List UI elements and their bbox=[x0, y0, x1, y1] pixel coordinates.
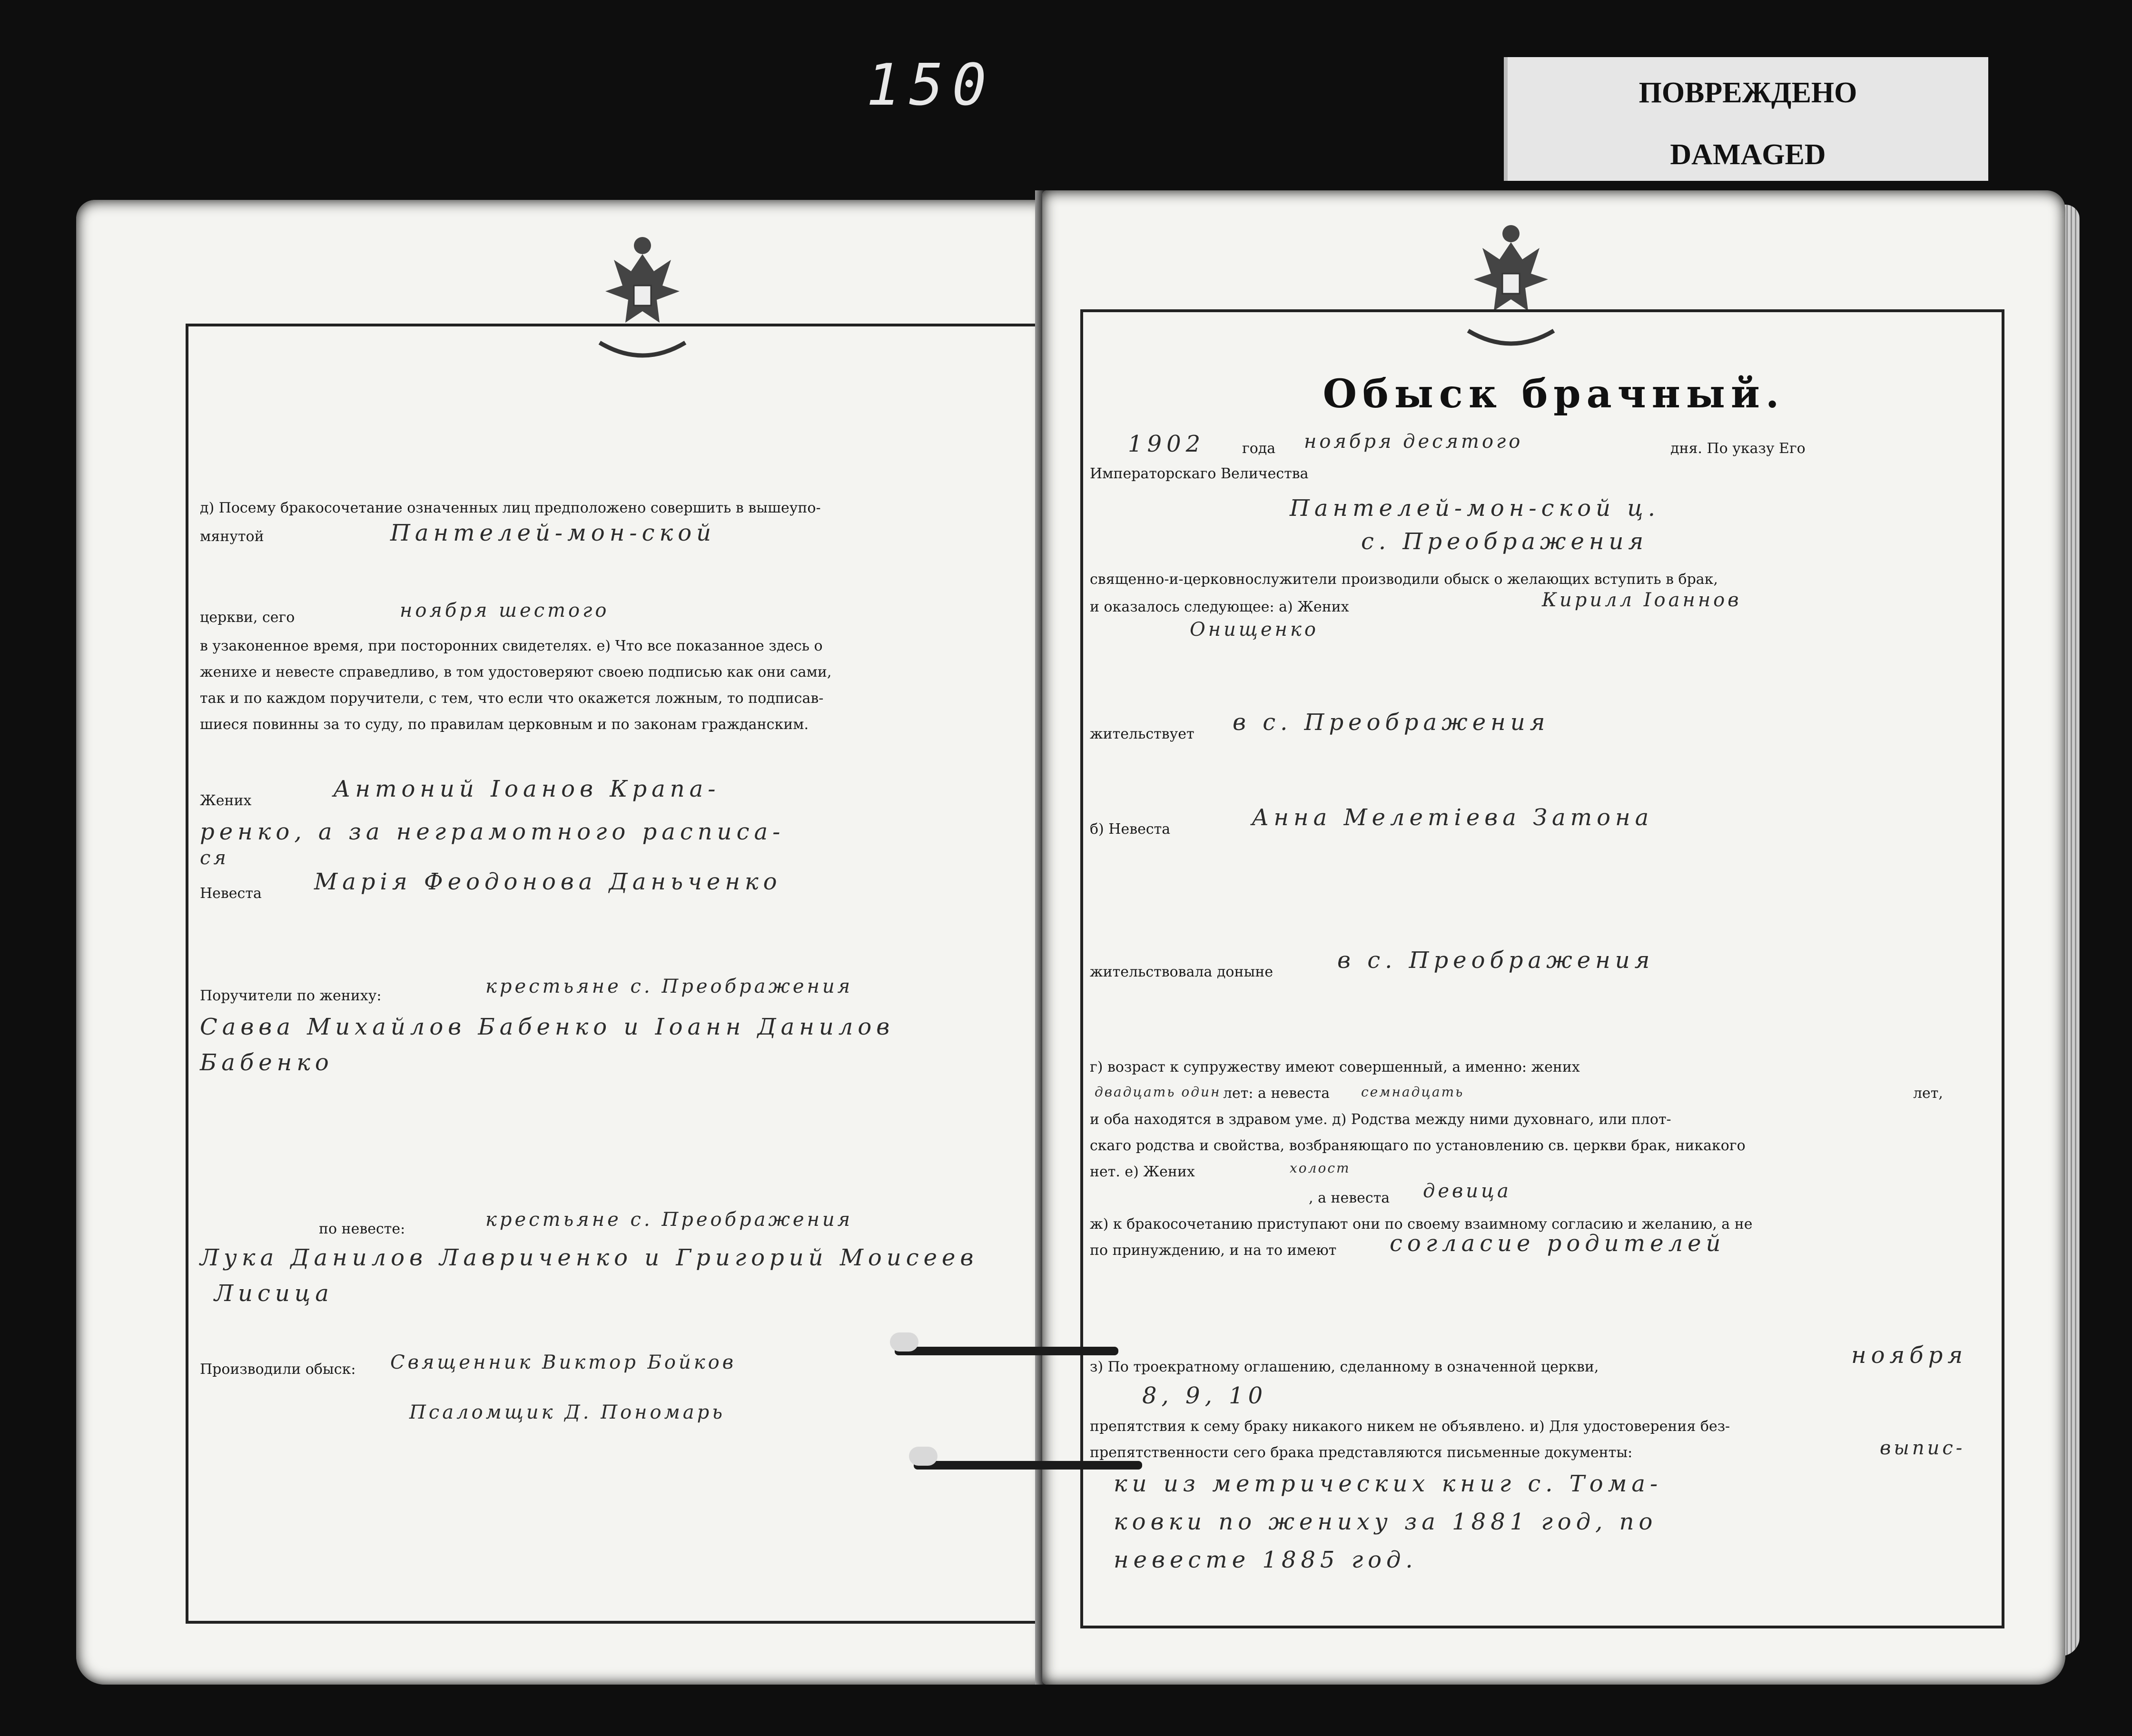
hw-groom-2: ренко, а за неграмотного расписа- bbox=[200, 819, 785, 845]
hw-docs-3: ковки по жениху за 1881 год, по bbox=[1114, 1509, 1658, 1535]
hw-groom-age: двадцать один bbox=[1095, 1084, 1221, 1100]
damage-label-en: DAMAGED bbox=[1670, 138, 1826, 171]
left-label-guar-bride: по невесте: bbox=[319, 1221, 405, 1237]
right-line-resided: жительствовала доныне bbox=[1090, 964, 1273, 980]
right-line-year: года bbox=[1242, 440, 1276, 457]
left-page bbox=[76, 200, 1047, 1685]
damage-label bbox=[1504, 57, 1988, 181]
hw-church-1: Пантелей-мон-ской ц. bbox=[1290, 495, 1660, 522]
hw-docs-4: невесте 1885 год. bbox=[1114, 1547, 1418, 1573]
left-line-groom-bride: женихе и невесте справедливо, в том удостоверяют своею подписью как они сами, bbox=[200, 664, 832, 681]
hw-month-day: ноября десятого bbox=[1304, 431, 1523, 453]
right-line-age: г) возраст к супружеству имеют совершенный, а именно: жених bbox=[1090, 1059, 1580, 1075]
hw-bride: Анна Мелетіева Затона bbox=[1252, 804, 1654, 831]
right-line-documents: препятственности сего брака представляются письменные документы: bbox=[1090, 1444, 1633, 1461]
frame-number: 150 bbox=[866, 52, 995, 118]
hw-bride-state: девица bbox=[1423, 1180, 1511, 1202]
right-line-decree: дня. По указу Его bbox=[1670, 440, 1806, 457]
left-label-groom: Жених bbox=[200, 792, 252, 809]
hw-church-name: Пантелей-мон-ской bbox=[390, 520, 716, 546]
left-line-church: церкви, сего bbox=[200, 609, 295, 626]
right-line-bride: б) Невеста bbox=[1090, 821, 1171, 838]
right-line-consent: ж) к бракосочетанию приступают они по своему взаимному согласию и желанию, а не bbox=[1090, 1216, 1753, 1233]
hw-groom-2: Онищенко bbox=[1190, 619, 1319, 641]
left-page-border bbox=[186, 324, 1076, 1624]
hw-church-2: с. Преображения bbox=[1361, 528, 1648, 555]
hw-guar-bride-3: Лисица bbox=[214, 1280, 334, 1307]
hw-guar-groom-2: Савва Михайлов Бабенко и Іоанн Данилов bbox=[200, 1014, 895, 1040]
right-line-groom-state: нет. е) Жених bbox=[1090, 1164, 1195, 1180]
binding-thread-top bbox=[895, 1347, 1118, 1355]
right-line-kinship: скаго родства и свойства, возбраняющаго по установлению св. церкви брак, никакого bbox=[1090, 1137, 1746, 1154]
hw-bride-residence: в с. Преображения bbox=[1337, 947, 1655, 974]
right-line-banns: з) По троекратному оглашению, сделанному в означенной церкви, bbox=[1090, 1359, 1599, 1375]
right-line-years: лет, bbox=[1913, 1085, 1943, 1102]
right-line-bride-state: , а невеста bbox=[1309, 1190, 1390, 1206]
hw-year: 1902 bbox=[1128, 431, 1205, 457]
left-line-liable: шиеся повинны за то суду, по правилам церковным и по законам гражданским. bbox=[200, 716, 809, 733]
hw-groom-1: Антоний Іоанов Крапа- bbox=[333, 776, 721, 802]
hw-banns-month: ноября bbox=[1851, 1342, 1968, 1369]
hw-bride-age: семнадцать bbox=[1361, 1084, 1464, 1100]
hw-groom-1: Кирилл Іоаннов bbox=[1542, 589, 1742, 611]
left-label-bride: Невеста bbox=[200, 885, 262, 902]
thread-knot-top bbox=[890, 1332, 918, 1351]
hw-guar-bride-2: Лука Данилов Лавриченко и Григорий Моисеев bbox=[200, 1244, 978, 1271]
hw-groom-residence: в с. Преображения bbox=[1233, 709, 1550, 736]
right-line-no-obstacle: препятствия к сему браку никакого никем не объявлено. и) Для удостоверения без- bbox=[1090, 1418, 1730, 1435]
hw-consent: согласие родителей bbox=[1390, 1230, 1726, 1257]
thread-knot-bottom bbox=[909, 1447, 938, 1466]
right-page bbox=[1042, 190, 2065, 1685]
right-line-majesty: Императорскаго Величества bbox=[1090, 465, 1309, 482]
left-line-guarantors: так и по каждом поручители, с тем, что если что окажется ложным, то подписав- bbox=[200, 690, 824, 707]
right-line-sound-mind: и оба находятся в здравом уме. д) Родства между ними духовнаго, или плот- bbox=[1090, 1111, 1671, 1128]
hw-priest: Священник Виктор Бойков bbox=[390, 1351, 737, 1373]
hw-bride: Марія Феодонова Даньченко bbox=[314, 868, 782, 895]
right-line-years-bride: лет: а невеста bbox=[1223, 1085, 1330, 1102]
left-line-e: в узаконенное время, при посторонних свидетелях. е) Что все показанное здесь о bbox=[200, 638, 823, 654]
hw-docs-1: выпис- bbox=[1880, 1437, 1965, 1459]
left-line-d: д) Посему бракосочетание означенных лиц предположено совершить в вышеупо- bbox=[200, 500, 821, 516]
left-line-mentioned: мянутой bbox=[200, 528, 264, 545]
hw-guar-groom-3: Бабенко bbox=[200, 1049, 334, 1076]
document-title: Обыск брачный. bbox=[1323, 371, 1785, 417]
right-line-have: по принуждению, и на то имеют bbox=[1090, 1242, 1337, 1259]
hw-banns-days: 8, 9, 10 bbox=[1142, 1382, 1268, 1409]
damage-label-ru: ПОВРЕЖДЕНО bbox=[1638, 77, 1857, 109]
right-line-clergy: священно-и-церковнослужители производили обыск о желающих вступить в брак, bbox=[1090, 571, 1718, 588]
right-line-groom: и оказалось следующее: а) Жених bbox=[1090, 599, 1349, 615]
left-label-guar-groom: Поручители по жениху: bbox=[200, 987, 382, 1004]
hw-docs-2: ки из метрических книг с. Тома- bbox=[1114, 1470, 1663, 1497]
right-line-resides: жительствует bbox=[1090, 726, 1194, 742]
hw-groom-state: холост bbox=[1290, 1160, 1351, 1176]
hw-groom-3: ся bbox=[200, 847, 229, 869]
hw-guar-groom-1: крестьяне с. Преображения bbox=[485, 976, 853, 997]
left-label-performed: Производили обыск: bbox=[200, 1361, 356, 1378]
binding-thread-bottom bbox=[914, 1461, 1142, 1470]
hw-guar-bride-1: крестьяне с. Преображения bbox=[485, 1209, 853, 1231]
hw-psalmist: Псаломщик Д. Пономарь bbox=[409, 1401, 725, 1423]
hw-date: ноября шестого bbox=[400, 600, 610, 621]
